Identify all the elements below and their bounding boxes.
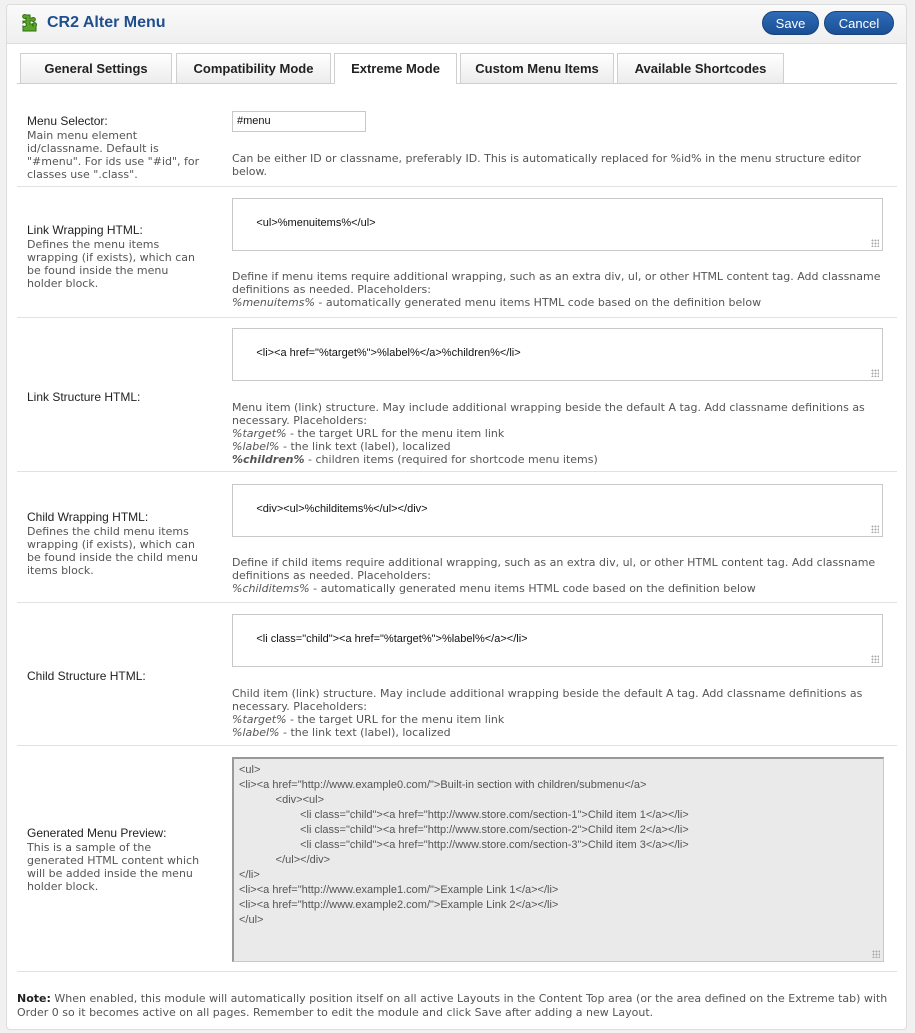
preview-line: </li> (239, 869, 260, 881)
menu-preview-label: Generated Menu Preview: (27, 826, 167, 840)
link-structure-help-text: Menu item (link) structure. May include additional wrapping beside the default A tag. Add classname definitions as necessary. Placeholders: (232, 401, 865, 427)
menu-preview-textarea[interactable] (232, 757, 884, 962)
child-structure-help (232, 687, 887, 739)
preview-line: <ul> (239, 764, 261, 776)
preview-line: <li class="child"><a href="http://www.store.com/section-1">Child item 1</a></li> (239, 809, 689, 821)
resize-grip-icon[interactable] (871, 369, 879, 377)
note-label: Note: (17, 992, 51, 1005)
link-wrapping-description: Defines the menu items wrapping (if exists), which can be found inside the menu holder block. (27, 238, 195, 290)
placeholder-description: - the target URL for the menu item link (286, 713, 505, 726)
menu-selector-help: Can be either ID or classname, preferably ID. This is automatically replaced for %id% in the menu structure editor below. (232, 152, 861, 178)
menu-selector-row (17, 100, 897, 187)
tab-available-shortcodes[interactable]: Available Shortcodes (617, 53, 784, 83)
placeholder-description: - automatically generated menu items HTML code based on the definition below (309, 582, 756, 595)
placeholder-name: %children% (232, 453, 305, 466)
preview-line: <li class="child"><a href="http://www.store.com/section-2">Child item 2</a></li> (239, 824, 689, 836)
menu-selector-input[interactable]: #menu (232, 111, 366, 132)
preview-line: </ul></div> (239, 854, 331, 866)
placeholder-description: - automatically generated menu items HTML code based on the definition below (314, 296, 762, 309)
placeholder-name: %childitems% (232, 582, 310, 595)
header-bar (7, 5, 906, 44)
link-structure-label: Link Structure HTML: (27, 390, 141, 404)
preview-line: <div><ul> (239, 794, 324, 806)
link-structure-value: <li><a href="%target%">%label%</a>%children%</li> (256, 347, 521, 359)
child-structure-label: Child Structure HTML: (27, 669, 146, 683)
resize-grip-icon[interactable] (871, 525, 879, 533)
link-wrapping-help (232, 270, 887, 309)
placeholder-name: %target% (232, 427, 287, 440)
tab-compatibility-mode[interactable]: Compatibility Mode (176, 53, 331, 83)
child-wrapping-label: Child Wrapping HTML: (27, 510, 149, 524)
link-wrapping-label: Link Wrapping HTML: (27, 223, 143, 237)
preview-line: <li><a href="http://www.example1.com/">Example Link 1</a></li> (239, 884, 559, 896)
child-wrapping-value: <div><ul>%childitems%</ul></div> (256, 503, 428, 515)
placeholder-name: %menuitems% (232, 296, 315, 309)
link-wrapping-help-text: Define if menu items require additional wrapping, such as an extra div, ul, or other HTML content tag. Add classname definitions as needed. Placeholders: (232, 270, 881, 296)
tab-extreme-mode[interactable]: Extreme Mode (334, 53, 457, 84)
resize-grip-icon[interactable] (872, 950, 880, 958)
link-wrapping-textarea[interactable] (232, 198, 883, 251)
child-structure-textarea[interactable] (232, 614, 883, 667)
link-structure-help (232, 401, 887, 466)
tab-custom-menu-items[interactable]: Custom Menu Items (460, 53, 614, 83)
menu-preview-description: This is a sample of the generated HTML content which will be added inside the menu holder block. (27, 841, 200, 893)
link-structure-textarea[interactable] (232, 328, 883, 381)
module-panel (6, 4, 907, 1030)
puzzle-icon (19, 13, 39, 33)
link-wrapping-value: <ul>%menuitems%</ul> (256, 217, 376, 229)
link-wrapping-row (17, 187, 897, 318)
app-title: CR2 Alter Menu (47, 14, 166, 31)
tab-general-settings[interactable]: General Settings (20, 53, 172, 83)
cancel-button[interactable]: Cancel (824, 11, 894, 35)
placeholder-description: - the link text (label), localized (279, 440, 451, 453)
child-structure-value: <li class="child"><a href="%target%">%label%</a></li> (256, 633, 528, 645)
preview-line: <li><a href="http://www.example2.com/">Example Link 2</a></li> (239, 899, 559, 911)
resize-grip-icon[interactable] (871, 655, 879, 663)
note-text: When enabled, this module will automatically position itself on all active Layouts in the Content Top area (or the area defined on the Extreme tab) with Order 0 so it becomes active on all pages. Remember to edit the module and click Save after adding a new Layout. (17, 992, 888, 1019)
placeholder-name: %label% (232, 440, 280, 453)
placeholder-name: %label% (232, 726, 280, 739)
placeholder-description: - children items (required for shortcode menu items) (304, 453, 598, 466)
child-wrapping-help (232, 556, 887, 595)
child-structure-help-text: Child item (link) structure. May include additional wrapping beside the default A tag. Add classname definitions as necessary. Placeholders: (232, 687, 863, 713)
placeholder-name: %target% (232, 713, 287, 726)
preview-line: <li><a href="http://www.example0.com/">Built-in section with children/submenu</a> (239, 779, 647, 791)
footer-note (17, 992, 897, 1020)
menu-preview-row (17, 746, 897, 972)
save-button[interactable]: Save (762, 11, 819, 35)
child-wrapping-row (17, 472, 897, 603)
resize-grip-icon[interactable] (871, 239, 879, 247)
placeholder-description: - the link text (label), localized (279, 726, 451, 739)
preview-line: <li class="child"><a href="http://www.store.com/section-3">Child item 3</a></li> (239, 839, 689, 851)
menu-selector-label: Menu Selector: (27, 114, 108, 128)
preview-line: </ul> (239, 914, 264, 926)
child-wrapping-textarea[interactable] (232, 484, 883, 537)
placeholder-description: - the target URL for the menu item link (286, 427, 505, 440)
child-wrapping-description: Defines the child menu items wrapping (if exists), which can be found inside the child menu items block. (27, 525, 198, 577)
link-structure-row (17, 318, 897, 472)
tab-bar (17, 53, 897, 84)
menu-selector-description: Main menu element id/classname. Default is "#menu". For ids use "#id", for classes use ".class". (27, 129, 200, 181)
child-structure-row (17, 603, 897, 746)
child-wrapping-help-text: Define if child items require additional wrapping, such as an extra div, ul, or other HTML content tag. Add classname definitions as needed. Placeholders: (232, 556, 876, 582)
